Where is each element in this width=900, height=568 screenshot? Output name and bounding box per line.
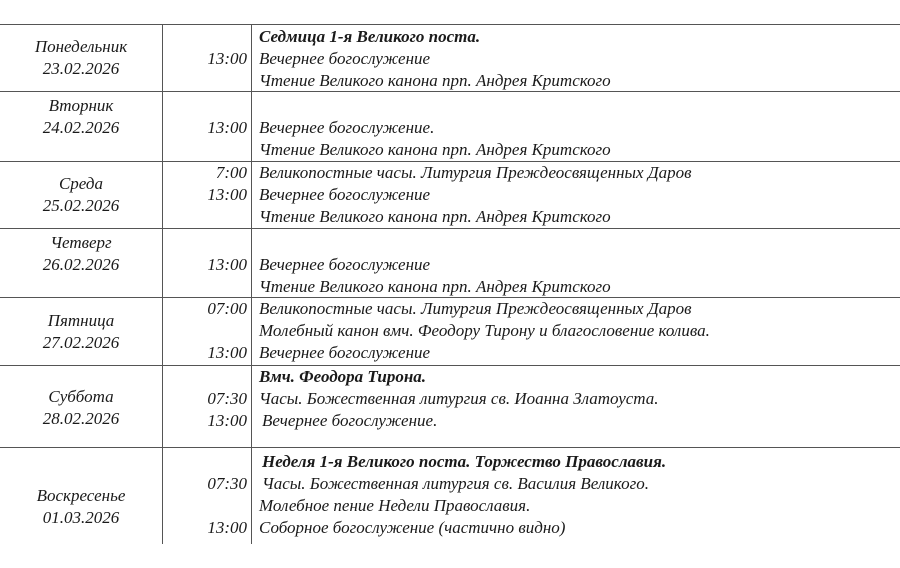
service-time: 13:00 <box>207 49 247 68</box>
service-time <box>162 451 247 473</box>
service-description: Чтение Великого канона прп. Андрея Критского <box>259 277 611 296</box>
service-time: 13:00 <box>207 411 247 430</box>
service-time: 13:00 <box>207 118 247 137</box>
table-row <box>0 448 900 568</box>
service-description: Чтение Великого канона прп. Андрея Критского <box>259 71 611 90</box>
feast-title: Неделя 1-я Великого поста. Торжество Православия. <box>262 452 667 471</box>
service-time <box>162 206 247 228</box>
service-description: Великопостные часы. Литургия Преждеосвященных Даров <box>259 299 692 318</box>
service-time: 13:00 <box>207 518 247 537</box>
service-time <box>162 139 247 161</box>
service-description: Соборное богослужение (частично видно) <box>259 518 566 537</box>
time-cell <box>162 26 247 92</box>
service-time: 7:00 <box>215 163 247 182</box>
table-row <box>0 92 900 161</box>
services-cell <box>259 366 900 432</box>
table-row <box>0 162 900 228</box>
day-date: 27.02.2026 <box>42 332 120 352</box>
services-cell <box>259 451 900 539</box>
feast-title: Седмица 1-я Великого поста. <box>259 27 481 46</box>
table-row <box>0 298 900 365</box>
day-cell <box>0 448 162 568</box>
service-description: Вечернее богослужение <box>259 185 431 204</box>
day-cell <box>0 25 162 91</box>
services-cell <box>259 162 900 228</box>
service-description: Вечернее богослужение <box>259 343 431 362</box>
time-cell <box>162 95 247 161</box>
day-name: Понедельник <box>34 37 128 56</box>
day-date: 26.02.2026 <box>42 255 120 274</box>
service-description: Молебное пение Недели Православия. <box>259 496 531 515</box>
service-time: 07:00 <box>207 299 247 318</box>
service-description: Часы. Божественная литургия св. Иоанна Златоуста. <box>259 389 659 408</box>
day-name: Среда <box>58 174 104 193</box>
day-cell <box>0 162 162 228</box>
services-cell <box>259 95 900 161</box>
day-date: 01.03.2026 <box>42 508 120 527</box>
service-description: Вечернее богослужение <box>259 49 431 68</box>
service-description: Великопостные часы. Литургия Преждеосвященных Даров <box>259 163 692 182</box>
day-name: Пятница <box>47 310 115 330</box>
services-cell <box>259 26 900 92</box>
service-time <box>162 366 247 388</box>
service-time <box>162 70 247 92</box>
day-date: 28.02.2026 <box>42 409 120 428</box>
service-description <box>259 95 900 117</box>
day-name: Суббота <box>48 387 114 406</box>
day-cell <box>0 92 162 161</box>
services-cell <box>259 298 900 364</box>
service-description: Чтение Великого канона прп. Андрея Критского <box>259 140 611 159</box>
day-cell <box>0 298 162 365</box>
service-time <box>162 232 247 254</box>
service-time: 07:30 <box>207 474 247 493</box>
day-date: 24.02.2026 <box>42 118 120 137</box>
service-description: Вечернее богослужение. <box>259 118 435 137</box>
service-time: 13:00 <box>207 343 247 362</box>
time-cell <box>162 451 247 539</box>
service-time <box>162 320 247 342</box>
day-date: 23.02.2026 <box>42 59 120 78</box>
service-description: Молебный канон вмч. Феодору Тирону и благословение колива. <box>259 321 710 340</box>
service-description <box>259 232 900 254</box>
service-description: Вечернее богослужение. <box>262 411 438 430</box>
service-time <box>162 276 247 298</box>
services-cell <box>259 232 900 298</box>
day-name: Четверг <box>50 233 112 252</box>
time-cell <box>162 162 247 228</box>
day-cell <box>0 366 162 447</box>
table-row <box>0 366 900 447</box>
service-description: Чтение Великого канона прп. Андрея Критского <box>259 207 611 226</box>
day-date: 25.02.2026 <box>42 196 120 215</box>
service-time <box>162 95 247 117</box>
time-cell <box>162 366 247 432</box>
day-name: Воскресенье <box>36 486 126 505</box>
time-cell <box>162 232 247 298</box>
day-name: Вторник <box>48 96 114 115</box>
service-time: 13:00 <box>207 255 247 274</box>
service-time <box>162 26 247 48</box>
service-description: Часы. Божественная литургия св. Василия Великого. <box>262 474 649 493</box>
service-time: 13:00 <box>207 185 247 204</box>
time-cell <box>162 298 247 364</box>
service-time: 07:30 <box>207 389 247 408</box>
service-description: Вечернее богослужение <box>259 255 431 274</box>
feast-title: Вмч. Феодора Тирона. <box>259 367 427 386</box>
day-cell <box>0 229 162 297</box>
service-time <box>162 495 247 517</box>
table-row <box>0 229 900 297</box>
table-row <box>0 25 900 91</box>
